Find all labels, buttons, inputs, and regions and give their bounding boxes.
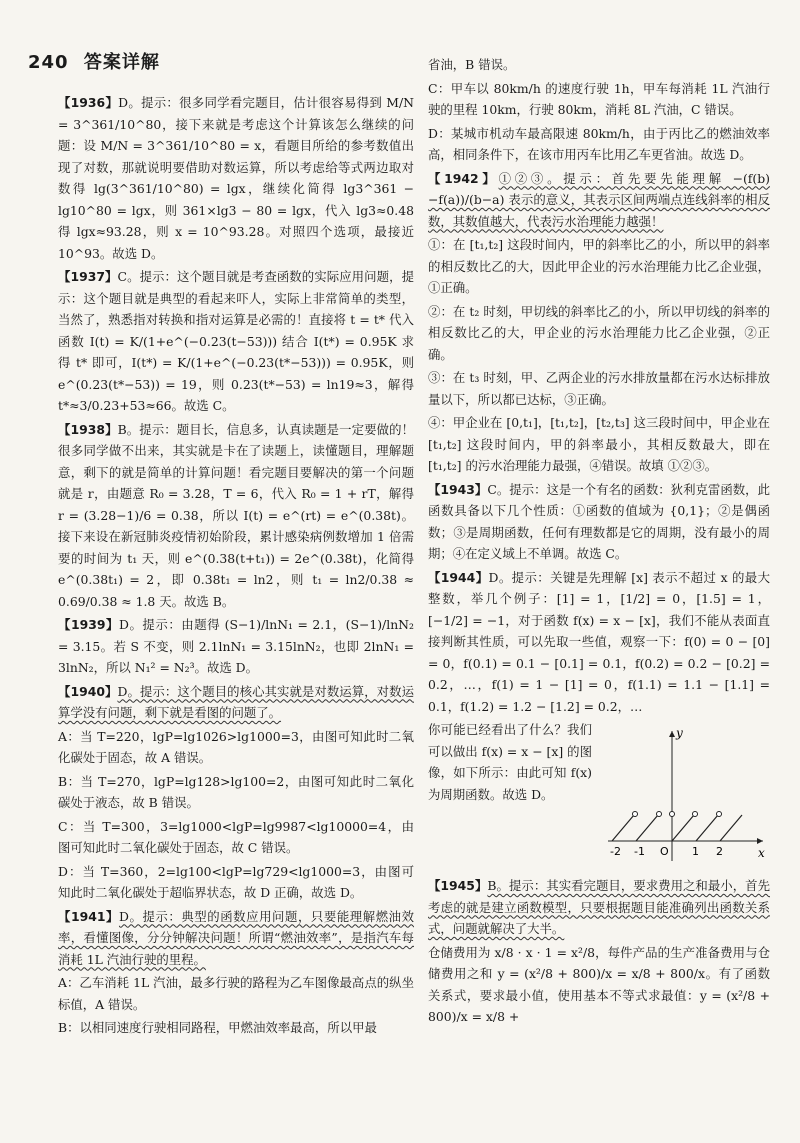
sawtooth-segment	[672, 815, 694, 841]
open-point	[693, 812, 698, 817]
answer-1942-3: ③：在 t₃ 时刻，甲、乙两企业的污水排放量都在污水达标排放量以下，所以都已达标，③正确。	[428, 370, 770, 407]
answer-1940-c: C：当 T=300，3=lg1000<lgP=lg9987<lg10000=4，由图可知此时二氧化碳处于固态，故 C 错误。	[58, 818, 414, 855]
y-axis-label: y	[676, 726, 683, 740]
answer-1945: 【1945】B。提示：其实看完题目，要求费用之和最小，首先考虑的就是建立函数模型，只要根据题目能准确列出函数关系式，问题就解决了大半。	[428, 878, 770, 936]
tick-label: -2	[610, 845, 621, 858]
right-column	[428, 54, 770, 1030]
answer-1941: 【1941】D。提示：典型的函数应用问题，只要能理解燃油效率，看懂图像，分分钟解决问题！所谓“燃油效率”，是指汽车每消耗 1L 汽油行驶的里程。	[58, 908, 414, 967]
answer-1937: 【1937】C。提示：这个题目就是考查函数的实际应用问题，提示：这个题目就是典型的看起来吓人，实际上非常简单的类型，当然了，熟悉指对转换和指对运算是必需的！直接将 t = t* 代入函数 I(t) = K/(1+e^(−0.23(t−53))) 结合 I(t*) = 0.95K 求得 t* 即可，I(t*) = K/(1+e^(−0.23(t*−53))) = 0.95K，则 e^(0.23(t*−53)) = 19，则 0.23(t*−53) = ln19≈3，解得 t*≈3/0.23+53≈66。故选 C。	[58, 269, 414, 413]
answer-1941-d: D：某城市机动车最高限速 80km/h，由于丙比乙的燃油效率高，相同条件下，在该市用丙车比用乙车更省油。故选 D。	[428, 125, 770, 162]
answer-1940-a: A：当 T=220，lgP=lg1026>lg1000=3，由图可知此时二氧化碳处于固态，故 A 错误。	[58, 728, 414, 765]
header-title: 答案详解	[83, 52, 160, 73]
x-axis-arrow	[757, 838, 763, 844]
tick-label: 1	[692, 845, 699, 858]
answer-1942-4: ④：甲企业在 [0,t₁]，[t₁,t₂]，[t₂,t₃] 这三段时间中，甲企业在 [t₁,t₂] 这段时间内，甲的斜率最小，其相反数最大，即在 [t₁,t₂] 的污水治理能力最强，④错误。故填 ①②③。	[428, 415, 770, 473]
answer-1942-1: ①：在 [t₁,t₂] 这段时间内，甲的斜率比乙的小，所以甲的斜率的相反数比乙的大，因此甲企业的污水治理能力比乙企业强，①正确。	[428, 237, 770, 295]
open-point	[670, 812, 675, 817]
sawtooth-segment	[612, 815, 634, 841]
answer-1944: 【1944】D。提示：关键是先理解 [x] 表示不超过 x 的最大整数，举几个例子：[1] = 1，[1/2] = 0，[1.5] = 1，[−1/2] = −1，对于函数 f(x) = x − [x]，我们不能从表面直接判断其性质，可以先取一些值，观察一下：f(0) = 0 − [0] = 0，f(0.1) = 0.1 − [0.1] = 0.1，f(0.2) = 0.2 − [0.2] = 0.2，…，f(1) = 1 − [1] = 0，f(1.1) = 1.1 − [1.1] = 0.1，f(1.2) = 1.2 − [1.2] = 0.2，…	[428, 569, 770, 714]
answer-1936: 【1936】D。提示：很多同学看完题目，估计很容易得到 M/N = 3^361/10^80，接下来就是考虑这个计算该怎么继续的问题：设 M/N = 3^361/10^80 = x，看题目所给的参考数值出现了对数，那就说明要借助对数运算，所以考虑给等式两边取对数得 lg(3^361/10^80) = lgx，继续化简得 lg3^361 − lg10^80 = lgx，则 361×lg3 − 80 = lgx，代入 lg3≈0.48 得 lgx≈93.28，则 x = 10^93.28。对照四个选项，最接近 10^93。故选 D。	[58, 95, 414, 261]
sawtooth-segment	[636, 815, 658, 841]
open-point	[657, 812, 662, 817]
answer-1945-formula: 仓储费用为 x/8 · x · 1 = x²/8，每件产品的生产准备费用与仓储费用之和 y = (x²/8 + 800)/x = x/8 + 800/x。有了函数关系式，要求最小值，使用基本不等式求最值：y = (x²/8 + 800)/x = x/8 +	[428, 944, 770, 1024]
sawtooth-segment	[720, 815, 742, 841]
left-column	[58, 92, 414, 1041]
answer-1940: 【1940】D。提示：这个题目的核心其实就是对数运算，对数运算学没有问题，剩下就是看图的问题了。	[58, 683, 414, 720]
answer-1941-b-cont: 省油，B 错误。	[428, 57, 516, 72]
answer-1942: 【1942】①②③。提示：首先要先能理解 −(f(b)−f(a))/(b−a) 表示的意义，其表示区间两端点连线斜率的相反数，其数值越大，代表污水治理能力越强！	[428, 170, 770, 229]
y-axis-arrow	[669, 731, 675, 737]
answer-1942-2: ②：在 t₂ 时刻，甲切线的斜率比乙的小，所以甲切线的斜率的相反数比乙的大，甲企业的污水治理能力比乙企业强，②正确。	[428, 303, 770, 362]
floor-function-graph	[598, 721, 770, 871]
answer-1941-c: C：甲车以 80km/h 的速度行驶 1h，甲车每消耗 1L 汽油行驶的里程 10km，行驶 80km，消耗 8L 汽油，C 错误。	[428, 80, 770, 117]
tick-label: -1	[634, 845, 645, 858]
open-point	[633, 812, 638, 817]
sawtooth-segment	[696, 815, 718, 841]
answer-1941-b: B：以相同速度行驶相同路程，甲燃油效率最高，所以甲最	[58, 1020, 377, 1035]
answer-1939: 【1939】D。提示：由题得 (S−1)/lnN₁ = 2.1，(S−1)/lnN₂ = 3.15。若 S 不变，则 2.1lnN₁ = 3.15lnN₂，也即 2lnN₁ = 3lnN₂，所以 N₁² = N₂³。故选 D。	[58, 617, 414, 675]
answer-1940-b: B：当 T=270，lgP=lg128>lg100=2，由图可知此时二氧化碳处于液态，故 B 错误。	[58, 773, 414, 810]
tick-label: 2	[716, 845, 723, 858]
answer-1943: 【1943】C。提示：这是一个有名的函数：狄利克雷函数，此函数具备以下几个性质：①函数的值域为 {0,1}；②是偶函数；③是周期函数，任何有理数都是它的周期，没有最小的周期；④在定义域上不单调。故选 C。	[428, 481, 770, 561]
answer-1938: 【1938】B。提示：题目长，信息多，认真读题是一定要做的！很多同学做不出来，其实就是卡在了读题上，读懂题目，理解题意，剩下的就是简单的计算问题！看完题目要解决的第一个问题就是 r，由题意 R₀ = 3.28，T = 6，代入 R₀ = 1 + rT，解得 r = (3.28−1)/6 = 0.38，所以 I(t) = e^(rt) = e^(0.38t)。接下来设在新冠肺炎疫情初始阶段，累计感染病例数增加 1 倍需要的时间为 t₁ 天，则 e^(0.38(t+t₁)) = 2e^(0.38t)，化简得 e^(0.38t₁) = 2，即 0.38t₁ = ln2，则 t₁ = ln2/0.38 ≈ 0.69/0.38 ≈ 1.8 天。故选 B。	[58, 421, 414, 609]
graph-svg	[598, 721, 770, 871]
open-point	[717, 812, 722, 817]
answer-1940-d: D：当 T=360，2=lg100<lgP=lg729<lg1000=3，由图可知此时二氧化碳处于超临界状态，故 D 正确，故选 D。	[58, 863, 414, 900]
page-number: 240	[28, 52, 69, 73]
tick-label: O	[660, 845, 669, 858]
answer-1941-a: A：乙车消耗 1L 汽油，最多行驶的路程为乙车图像最高点的纵坐标值，A 错误。	[58, 975, 414, 1012]
x-axis-label: x	[758, 846, 765, 860]
answer-1944-graph-text: 你可能已经看出了什么？我们可以做出 f(x) = x − [x] 的图像，如下所示：由此可知 f(x) 为周期函数。故选 D。	[428, 722, 592, 802]
page-header	[28, 48, 160, 74]
